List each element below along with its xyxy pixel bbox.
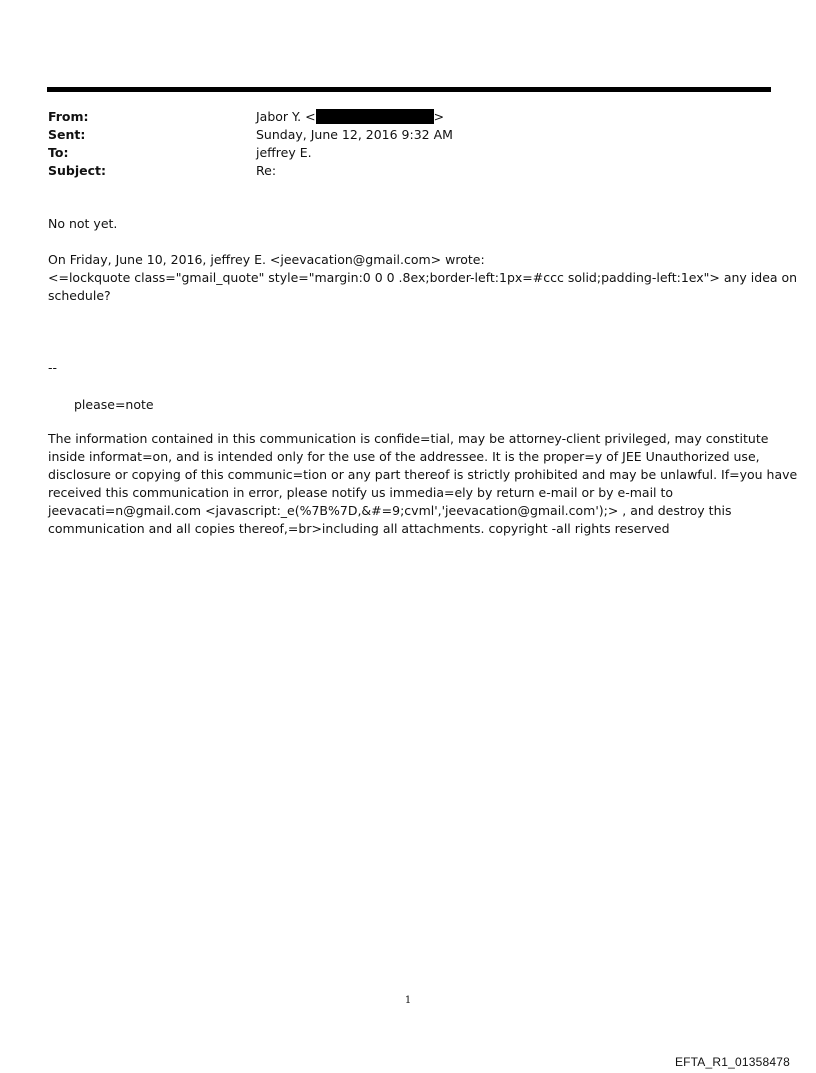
disclaimer bbox=[48, 430, 798, 538]
from-name: Jabor Y. < bbox=[256, 109, 316, 124]
to-label: To: bbox=[48, 145, 69, 160]
reply-text: No not yet. bbox=[48, 216, 118, 231]
header-rule bbox=[47, 87, 771, 92]
disclaimer-line: communication and all copies thereof,=br>including all attachments. copyright -all rights reserved bbox=[48, 521, 670, 536]
redaction-box bbox=[316, 109, 434, 124]
quote-line: schedule? bbox=[48, 288, 111, 303]
to-row bbox=[48, 144, 768, 162]
subject-row bbox=[48, 162, 768, 180]
quoted-message bbox=[48, 251, 798, 305]
signature-separator: -- bbox=[48, 360, 58, 375]
from-close: > bbox=[433, 109, 445, 124]
subject-value: Re: bbox=[256, 163, 277, 178]
disclaimer-line: received this communication in error, please notify us immedia=ely by return e-mail or by e-mail to bbox=[48, 485, 674, 500]
page-number: 1 bbox=[404, 995, 412, 1006]
disclaimer-line: The information contained in this communication is confide=tial, may be attorney-client privileged, may constitute bbox=[48, 431, 769, 446]
quote-line: <=lockquote class="gmail_quote" style="margin:0 0 0 .8ex;border-left:1px=#ccc solid;padding-left:1ex"> any idea on bbox=[48, 270, 798, 285]
to-value: jeffrey E. bbox=[256, 145, 312, 160]
sent-value: Sunday, June 12, 2016 9:32 AM bbox=[256, 127, 453, 142]
note-text: please=note bbox=[74, 397, 154, 412]
from-row bbox=[48, 108, 768, 126]
sent-row bbox=[48, 126, 768, 144]
disclaimer-line: inside informat=on, and is intended only for the use of the addressee. It is the proper=y of JEE Unauthorized use, bbox=[48, 449, 760, 464]
disclaimer-line: jeevacati=n@gmail.com <javascript:_e(%7B%7D,&#=9;cvml','jeevacation@gmail.com');> , and destroy this bbox=[48, 503, 732, 518]
email-header bbox=[48, 108, 768, 180]
disclaimer-line: disclosure or copying of this communic=tion or any part thereof is strictly prohibited and may be unlawful. If=you have bbox=[48, 467, 798, 482]
from-label: From: bbox=[48, 109, 89, 124]
subject-label: Subject: bbox=[48, 163, 106, 178]
quote-intro: On Friday, June 10, 2016, jeffrey E. <jeevacation@gmail.com> wrote: bbox=[48, 252, 485, 267]
sent-label: Sent: bbox=[48, 127, 86, 142]
document-id: EFTA_R1_01358478 bbox=[674, 1055, 790, 1069]
from-value bbox=[256, 108, 444, 126]
